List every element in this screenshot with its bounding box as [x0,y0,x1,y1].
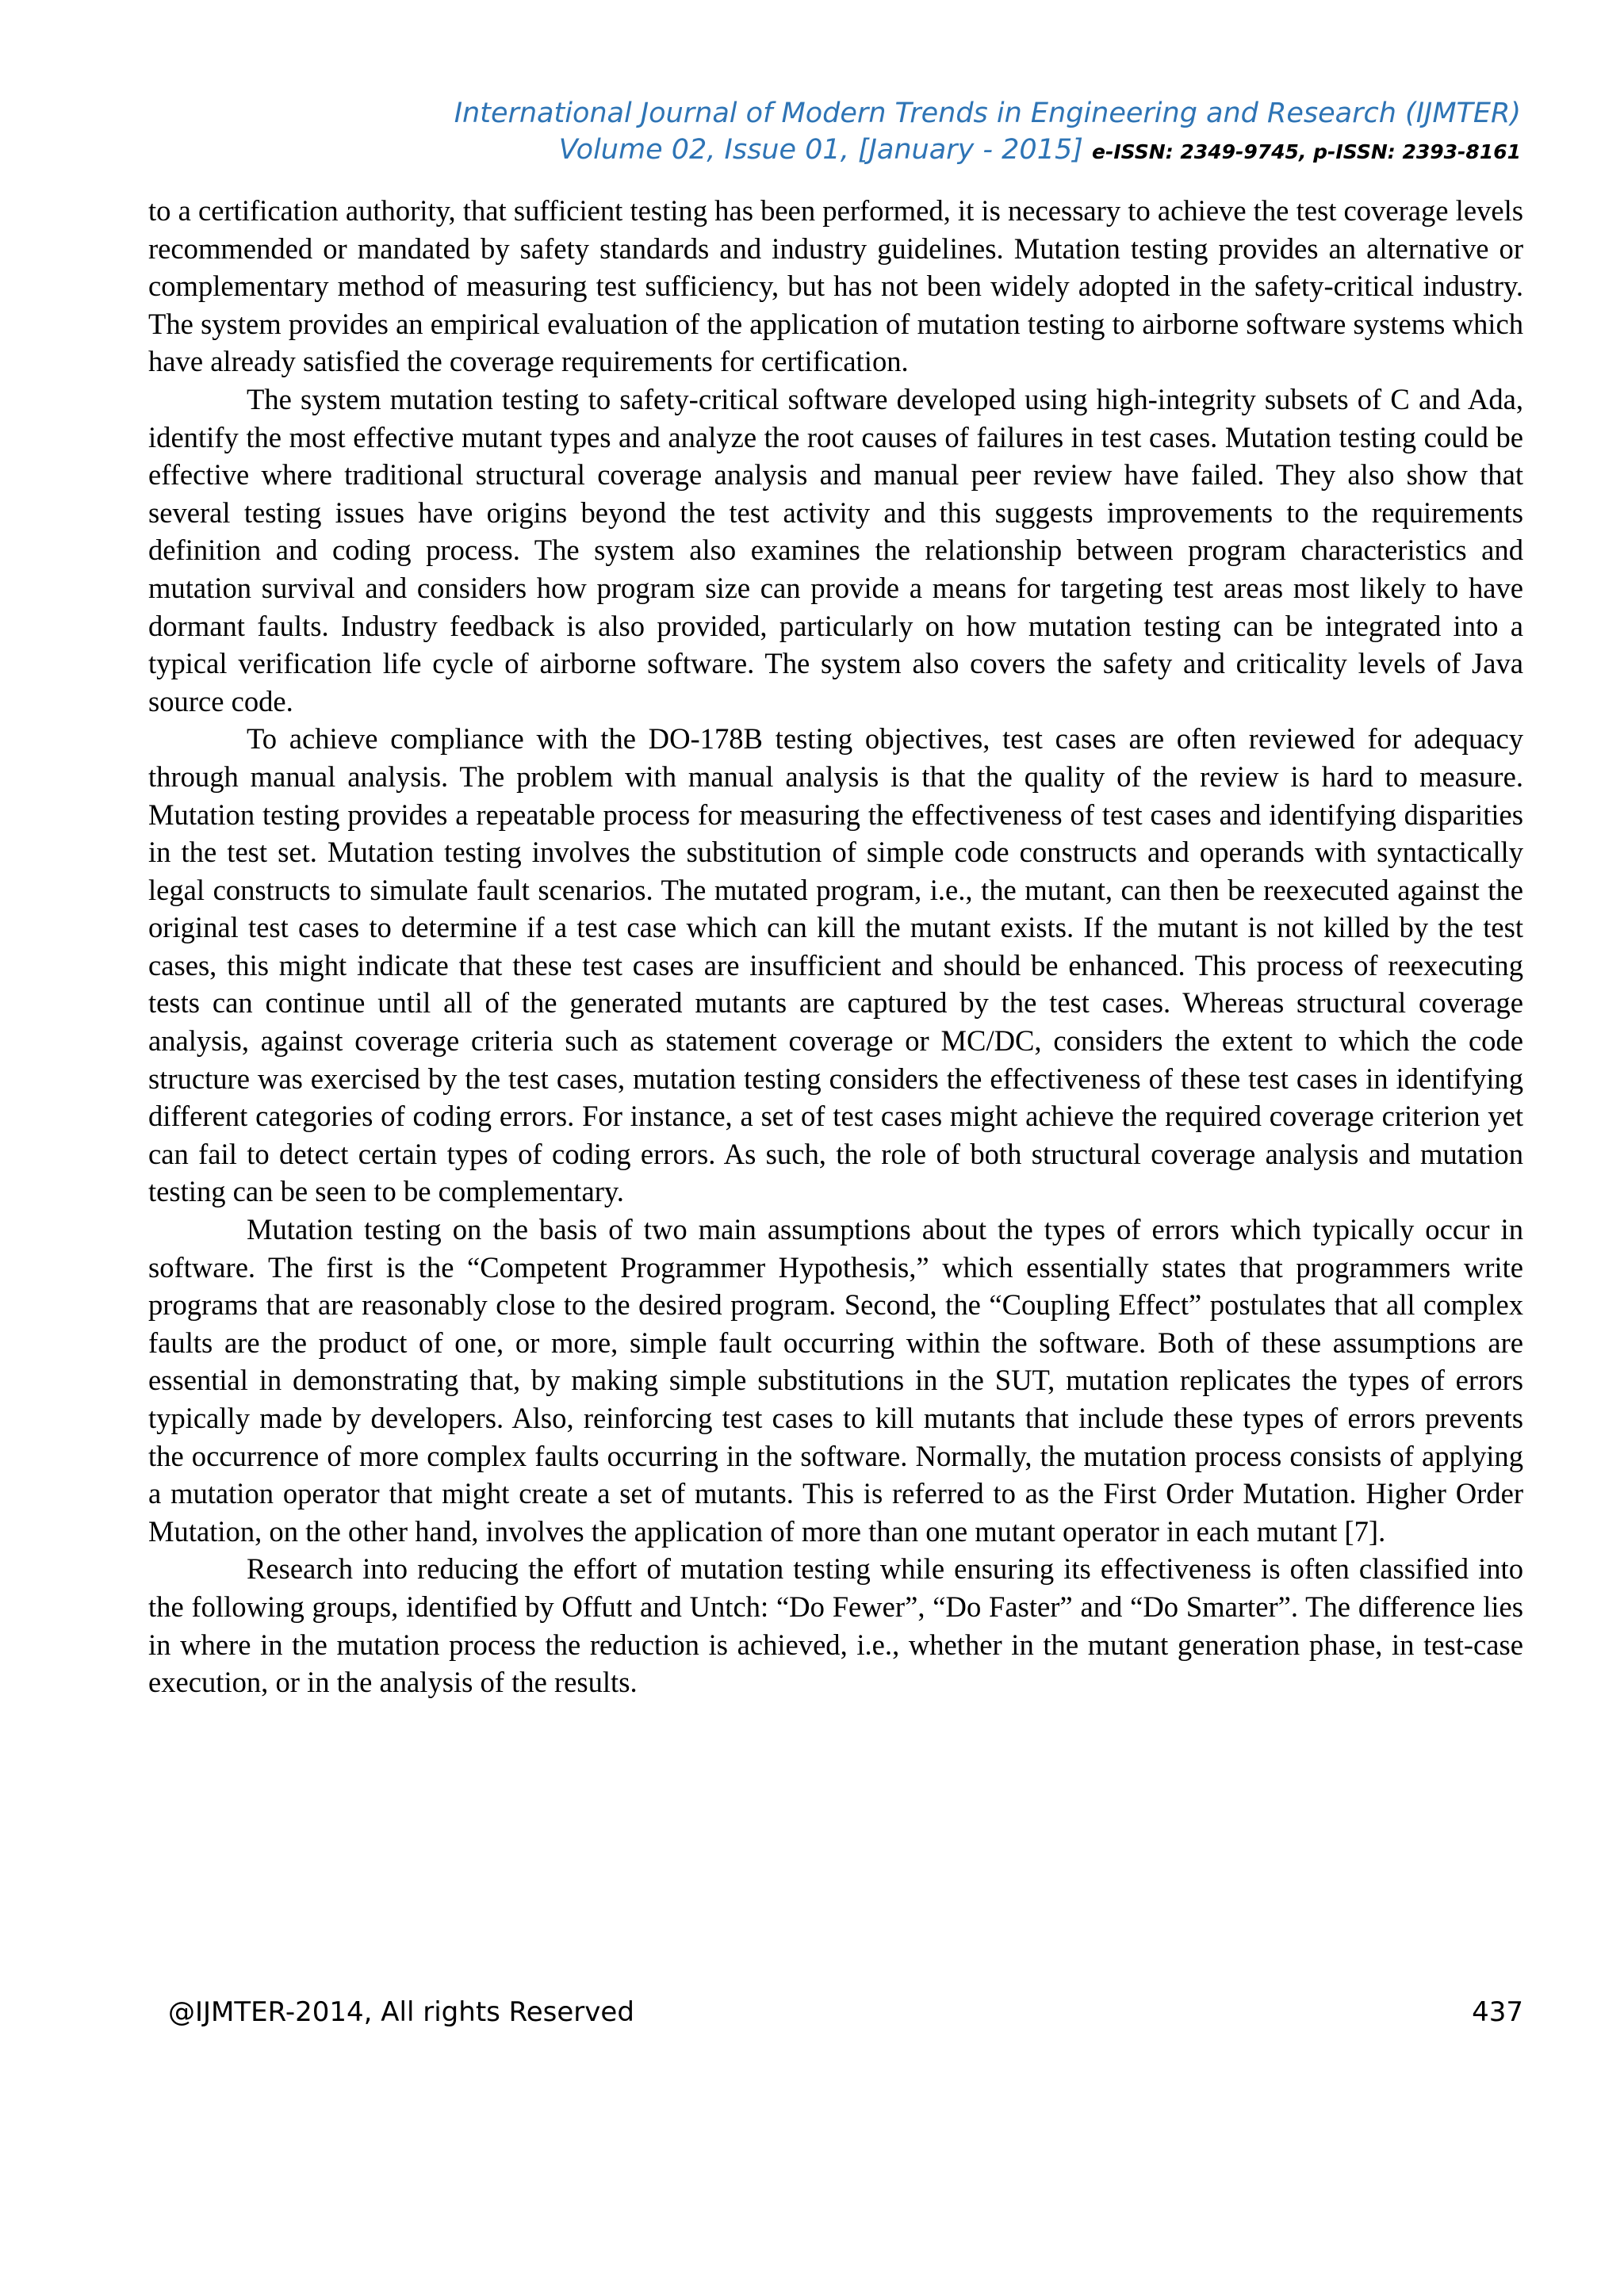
paragraph-3: To achieve compliance with the DO-178B testing objectives, test cases are often reviewed for adequacy through manual analysis. The problem with manual analysis is that the quality of the review is hard to measure. Mutation testing provides a repeatable process for measuring the effectiveness of test cases and identifying disparities in the test set. Mutation testing involves the substitution of simple code constructs and operands with syntactically legal constructs to simulate fault scenarios. The mutated program, i.e., the mutant, can then be reexecuted against the original test cases to determine if a test case which can kill the mutant exists. If the mutant is not killed by the test cases, this might indicate that these test cases are insufficient and should be enhanced. This process of reexecuting tests can continue until all of the generated mutants are captured by the test cases. Whereas structural coverage analysis, against coverage criteria such as statement coverage or MC/DC, considers the extent to which the code structure was exercised by the test cases, mutation testing considers the effectiveness of these test cases in identifying different categories of coding errors. For instance, a set of test cases might achieve the required coverage criterion yet can fail to detect certain types of coding errors. As such, the role of both structural coverage analysis and mutation testing can be seen to be complementary. [148,722,1523,1208]
article-body [148,192,1523,1701]
paragraph-4: Mutation testing on the basis of two main assumptions about the types of errors which typically occur in software. The first is the “Competent Programmer Hypothesis,” which essentially states that programmers write programs that are reasonably close to the desired program. Second, the “Coupling Effect” postulates that all complex faults are the product of one, or more, simple fault occurring within the software. Both of these assumptions are essential in demonstrating that, by making simple substitutions in the SUT, mutation replicates the types of errors typically made by developers. Also, reinforcing test cases to kill mutants that include these types of errors prevents the occurrence of more complex faults occurring in the software. Normally, the mutation process consists of applying a mutation operator that might create a set of mutants. This is referred to as the First Order Mutation. Higher Order Mutation, on the other hand, involves the application of more than one mutant operator in each mutant [7]. [148,1213,1523,1548]
paragraph-1: to a certification authority, that sufficient testing has been performed, it is necessary to achieve the test coverage levels recommended or mandated by safety standards and industry guidelines. Mutation testing provides an alternative or complementary method of measuring test sufficiency, but has not been widely adopted in the safety-critical industry. The system provides an empirical evaluation of the application of mutation testing to airborne software systems which have already satisfied the coverage requirements for certification. [148,194,1523,378]
paragraph-2: The system mutation testing to safety-critical software developed using high-integrity subsets of C and Ada, identify the most effective mutant types and analyze the root causes of failures in test cases. Mutation testing could be effective where traditional structural coverage analysis and manual peer review have failed. They also show that several testing issues have origins beyond the test activity and this suggests improvements to the requirements definition and coding process. The system also examines the relationship between program characteristics and mutation survival and considers how program size can provide a means for targeting test areas most likely to have dormant faults. Industry feedback is also provided, particularly on how mutation testing can be integrated into a typical verification life cycle of airborne software. The system also covers the safety and criticality levels of Java source code. [148,382,1523,718]
copyright-text: @IJMTER-2014, All rights Reserved [168,1996,634,2028]
volume-info: Volume 02, Issue 01, [January - 2015] [558,134,1083,166]
journal-header [252,95,1521,170]
paragraph-5: Research into reducing the effort of mutation testing while ensuring its effectiveness is often classified into the following groups, identified by Offutt and Untch: “Do Fewer”, “Do Faster” and “Do Smarter”. The difference lies in where in the mutation process the reduction is achieved, i.e., whether in the mutant generation phase, in test-case execution, or in the analysis of the results. [148,1552,1523,1699]
issn-info: e-ISSN: 2349-9745, p-ISSN: 2393-8161 [1092,140,1521,163]
journal-volume-line [252,132,1521,170]
page-number: 437 [1472,1996,1523,2028]
journal-title: International Journal of Modern Trends in Engineering and Research (IJMTER) [454,98,1521,129]
page-footer [168,1996,1523,2028]
